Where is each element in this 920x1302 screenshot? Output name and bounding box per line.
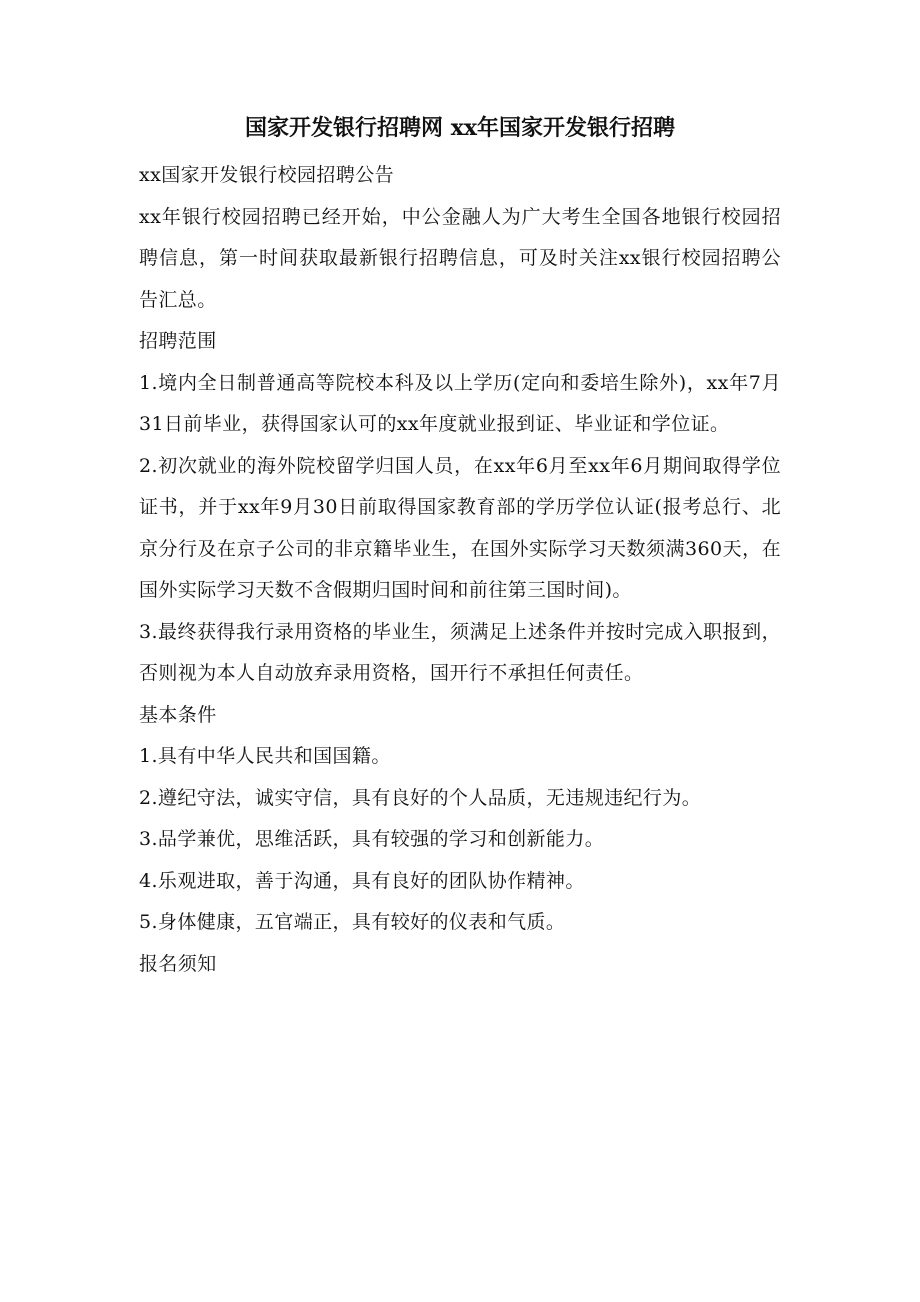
- section-heading-basic-conditions: 基本条件: [139, 703, 217, 726]
- condition-item-3: 3.品学兼优，思维活跃，具有较强的学习和创新能力。: [139, 828, 605, 850]
- section-heading-registration-notes: 报名须知: [139, 952, 217, 975]
- announcement-heading: xx国家开发银行校园招聘公告: [139, 164, 395, 186]
- section-heading-recruitment-scope: 招聘范围: [139, 330, 217, 352]
- document-body: [139, 155, 781, 985]
- scope-item-3: 3.最终获得我行录用资格的毕业生，须满足上述条件并按时完成入职报到，否则视为本人自动放弃录用资格，国开行不承担任何责任。: [139, 620, 781, 684]
- scope-item-2: 2.初次就业的海外院校留学归国人员，在xx年6月至xx年6月期间取得学位证书，并于xx年9月30日前取得国家教育部的学历学位认证(报考总行、北京分行及在京子公司的非京籍毕业生，在国外实际学习天数须满360天，在国外实际学习天数不含假期归国时间和前往第三国时间)。: [139, 454, 781, 601]
- intro-paragraph: xx年银行校园招聘已经开始，中公金融人为广大考生全国各地银行校园招聘信息，第一时间获取最新银行招聘信息，可及时关注xx银行校园招聘公告汇总。: [139, 205, 781, 311]
- condition-item-4: 4.乐观进取，善于沟通，具有良好的团队协作精神。: [139, 869, 585, 892]
- page-title: 国家开发银行招聘网 xx年国家开发银行招聘: [245, 115, 675, 141]
- condition-item-5: 5.身体健康，五官端正，具有较好的仪表和气质。: [139, 911, 566, 933]
- condition-item-1: 1.具有中华人民共和国国籍。: [139, 745, 391, 767]
- scope-item-1: 1.境内全日制普通高等院校本科及以上学历(定向和委培生除外)，xx年7月31日前毕业，获得国家认可的xx年度就业报到证、毕业证和学位证。: [139, 371, 781, 435]
- condition-item-2: 2.遵纪守法，诚实守信，具有良好的个人品质，无违规违纪行为。: [139, 786, 702, 809]
